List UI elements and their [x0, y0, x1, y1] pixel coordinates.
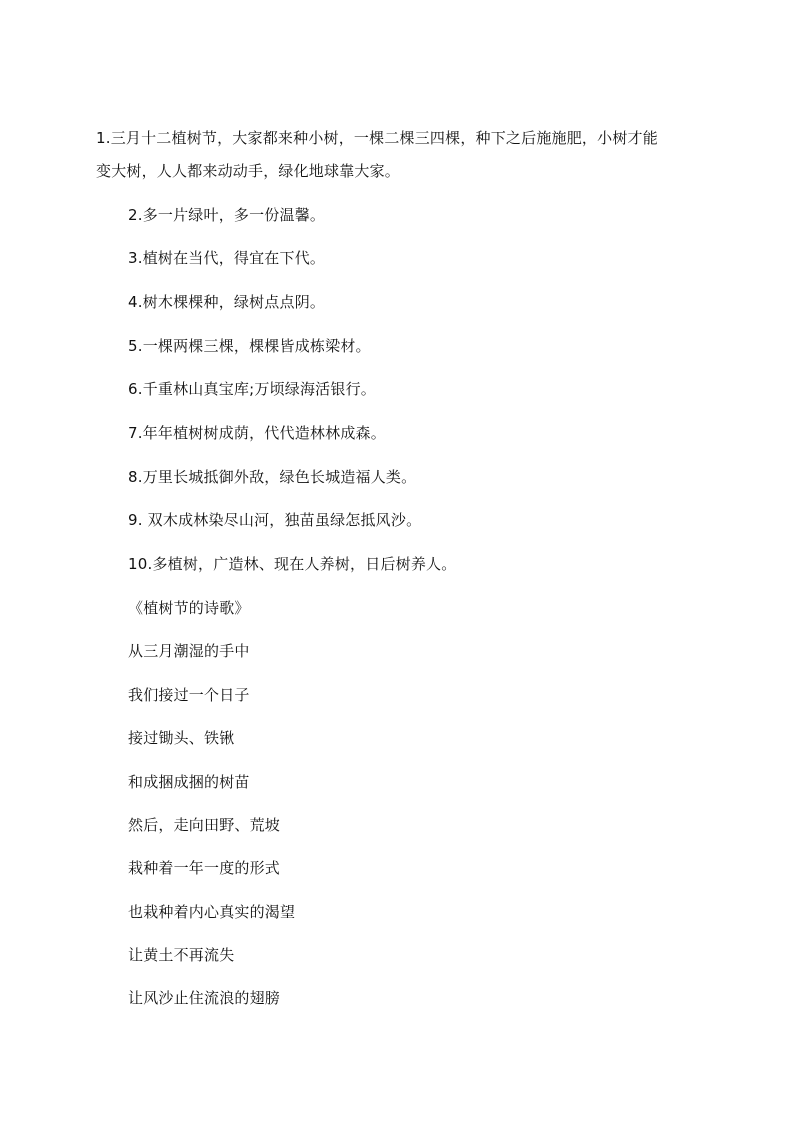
- slogan-3: 3.植树在当代，得宜在下代。: [128, 249, 326, 267]
- slogan-1-line-2: 变大树，人人都来动动手，绿化地球靠大家。: [96, 162, 401, 180]
- poem-line-8: 让黄土不再流失: [128, 946, 235, 964]
- poem-line-5: 然后，走向田野、荒坡: [128, 816, 281, 834]
- poem-line-4: 和成捆成捆的树苗: [128, 773, 250, 791]
- poem-line-1: 从三月潮湿的手中: [128, 642, 250, 660]
- poem-title: 《植树节的诗歌》: [128, 599, 250, 617]
- poem-line-6: 栽种着一年一度的形式: [128, 859, 281, 877]
- slogan-4: 4.树木棵棵种，绿树点点阴。: [128, 293, 326, 311]
- poem-line-9: 让风沙止住流浪的翅膀: [128, 989, 281, 1007]
- slogan-5: 5.一棵两棵三棵，棵棵皆成栋梁材。: [128, 337, 371, 355]
- slogan-6: 6.千重林山真宝库;万顷绿海活银行。: [128, 380, 376, 398]
- slogan-7: 7.年年植树树成荫，代代造林林成森。: [128, 424, 386, 442]
- slogan-2: 2.多一片绿叶，多一份温馨。: [128, 206, 326, 224]
- slogan-8: 8.万里长城抵御外敌，绿色长城造福人类。: [128, 468, 417, 486]
- poem-line-3: 接过锄头、铁锹: [128, 729, 235, 747]
- slogan-1-line-1: 1.三月十二植树节，大家都来种小树，一棵二棵三四棵，种下之后施施肥，小树才能: [96, 129, 658, 147]
- poem-line-7: 也栽种着内心真实的渴望: [128, 903, 296, 921]
- poem-line-2: 我们接过一个日子: [128, 686, 250, 704]
- slogan-9: 9. 双木成林染尽山河，独苗虽绿怎抵风沙。: [128, 511, 422, 529]
- slogan-10: 10.多植树，广造林、现在人养树，日后树养人。: [128, 555, 457, 573]
